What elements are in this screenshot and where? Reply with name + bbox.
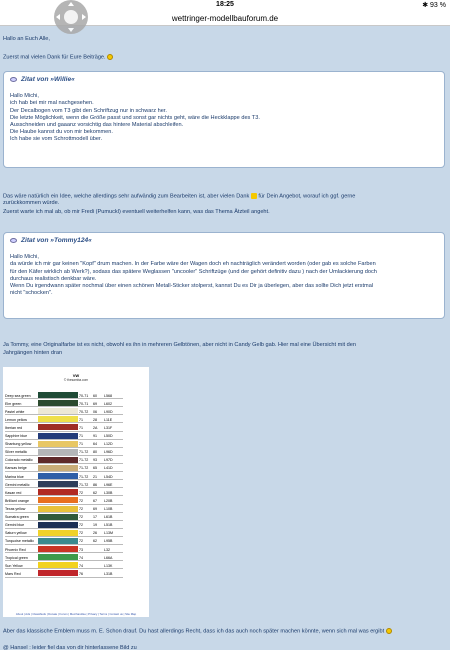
assistive-joystick[interactable] (54, 0, 88, 34)
color-code: L90D (104, 409, 113, 414)
thumbs-up-icon (251, 193, 257, 199)
quote-line: Der Decalbogen vom T3 gibt den Schriftzug nur in schwarz her. (10, 107, 167, 114)
color-year: 71 (79, 442, 83, 447)
color-code: L51B (104, 523, 113, 528)
color-row (5, 464, 123, 472)
joystick-knob[interactable] (64, 10, 78, 24)
thanks-text: Zuerst mal vielen Dank für Eure Beiträge. (3, 54, 106, 61)
color-row (5, 561, 123, 569)
final-line1 (3, 628, 447, 636)
color-swatch (38, 416, 78, 422)
color-code: L11E (104, 417, 113, 422)
reply1-text-b: für Dein Angebot, worauf ich ggf. gerne (258, 193, 356, 200)
color-number: 19 (93, 523, 97, 528)
color-swatch (38, 562, 78, 568)
color-name: Pastel white (5, 409, 25, 414)
color-row (5, 456, 123, 464)
color-row (5, 537, 123, 545)
color-name: Marina blue (5, 474, 24, 479)
color-swatch (38, 530, 78, 536)
color-number: 69 (93, 401, 97, 406)
quote-author: Zitat von »Willie« (21, 76, 75, 83)
color-year: 71 (79, 434, 83, 439)
color-row (5, 448, 123, 456)
color-code: L13M (104, 531, 113, 536)
color-row (5, 545, 123, 553)
arrow-left-icon[interactable] (56, 14, 60, 20)
color-year: 71-72 (79, 466, 89, 471)
color-swatch (38, 408, 78, 414)
color-code: L61B (104, 515, 113, 520)
color-year: 72 (79, 523, 83, 528)
color-code: L97D (104, 458, 113, 463)
quote-line: durchaus realistisch denkbar wäre. (10, 275, 97, 282)
color-name: Gemini blue (5, 523, 25, 528)
color-swatch (38, 481, 78, 487)
greeting-text: Hallo an Euch Alle, (3, 36, 50, 42)
color-table-image[interactable] (3, 367, 149, 617)
quote-header (10, 76, 438, 83)
color-name: Sumatra green (5, 515, 29, 520)
arrow-up-icon[interactable] (68, 2, 74, 6)
color-code: L30B (104, 490, 113, 495)
color-name: Iberian red (5, 425, 23, 430)
color-row (5, 496, 123, 504)
color-name: Colorado metallic (5, 458, 33, 463)
color-year: 72 (79, 515, 83, 520)
quote-line: für den Käfer wirklich ab Werk?), sodass das spätere Weglassen "uncooler" Schriftzüge (und der gehört definitiv dazu ) nach der Umlackierung doch (10, 268, 377, 275)
color-name: Sapphire blue (5, 434, 28, 439)
color-code: L12D (104, 442, 113, 447)
color-year: 71 (79, 417, 83, 422)
quote-tommy (3, 232, 445, 319)
color-code: L13K (104, 563, 113, 568)
color-swatch (38, 433, 78, 439)
color-swatch (38, 449, 78, 455)
color-row (5, 505, 123, 513)
quote-line: Die letzte Möglichkeit, wenn die Größe passt und sonst gar nichts geht, wäre die Heckklappe des T3. (10, 114, 260, 121)
color-year: 73 (79, 547, 83, 552)
quote-line: Wenn Du irgendwann später nochmal über einen schönen Metall-Sticker stolperst, kannst Du es Dir ja überlegen, aber das sollte Dich jetzt erstmal (10, 283, 374, 290)
color-row (5, 399, 123, 407)
color-swatch (38, 514, 78, 520)
color-year: 72 (79, 507, 83, 512)
color-name: Turquoise metallic (5, 539, 35, 544)
reply1-text-a: Das wäre natürlich ein Idee, welche allerdings sehr aufwändig zum Bearbeiten ist, aber vielen Dank (3, 193, 250, 200)
color-name: Mars Red (5, 571, 21, 576)
color-number: 69 (93, 507, 97, 512)
color-row (5, 521, 123, 529)
color-number: 62 (93, 490, 97, 495)
color-swatch (38, 497, 78, 503)
table-footer-links: About | Ads | Classifieds | Donate | Forum | Merchandise | Privacy | Terms | Contact us | Site Map (15, 612, 137, 616)
color-number: 28 (93, 417, 97, 422)
color-row (5, 488, 123, 496)
color-swatch (38, 546, 78, 552)
color-code: L20B (104, 498, 113, 503)
color-number: 93 (93, 458, 97, 463)
color-table-grid (5, 391, 123, 578)
color-number: 67 (93, 498, 97, 503)
color-year: 71-72 (79, 482, 89, 487)
arrow-right-icon[interactable] (82, 14, 86, 20)
color-year: 70-71 (79, 393, 89, 398)
color-row (5, 407, 123, 415)
table-subtitle: © thesamba.com (63, 378, 89, 382)
color-code: L54D (104, 474, 113, 479)
color-number: 65 (93, 466, 97, 471)
color-name: Saturn yellow (5, 531, 27, 536)
color-code: L96D (104, 450, 113, 455)
speech-bubble-icon (10, 238, 17, 243)
speech-bubble-icon (10, 77, 17, 82)
final-text: Aber das klassische Emblem muss m. E. Schon drauf. Du hast allerdings Recht, dass ich das auch noch später machen könnte, wenn sich mal was ergibt (3, 628, 385, 635)
quote-willie (3, 71, 445, 168)
color-name: Elm green (5, 401, 22, 406)
thanks-line (3, 54, 447, 62)
color-swatch (38, 570, 78, 576)
color-code: L32 (104, 547, 110, 552)
color-code: L50D (104, 434, 113, 439)
color-number: 91 (93, 434, 97, 439)
color-code: L41D (104, 466, 113, 471)
color-year: 72 (79, 531, 83, 536)
color-code: L95B (104, 539, 113, 544)
color-name: Deep sea green (5, 393, 31, 398)
quote-author: Zitat von »Tommy124« (21, 237, 92, 244)
color-name: Shantung yellow (5, 442, 32, 447)
color-swatch (38, 473, 78, 479)
color-code: L10B (104, 507, 113, 512)
color-number: 17 (93, 515, 97, 520)
color-swatch (38, 424, 78, 430)
color-year: 76 (79, 571, 83, 576)
color-name: Brilliant orange (5, 498, 29, 503)
color-row (5, 553, 123, 561)
color-number: 2A (93, 425, 98, 430)
battery-percent: 93 % (430, 2, 446, 9)
quote-line: Hallo Michi, (10, 93, 39, 100)
color-code: L602 (104, 401, 112, 406)
table-title: VW (72, 373, 80, 378)
color-swatch (38, 441, 78, 447)
color-row (5, 432, 123, 440)
final-line2: @ Hansel : leider fiel das von dir hinterlassene Bild zu (3, 645, 137, 650)
color-name: Silver metallic (5, 450, 28, 455)
arrow-down-icon[interactable] (68, 28, 74, 32)
color-year: 72 (79, 539, 83, 544)
color-name: Tropical green (5, 555, 28, 560)
color-name: Gemini metallic (5, 482, 30, 487)
color-year: 71-72 (79, 458, 89, 463)
reply2-line2: Jahrgängen hinten dran (3, 350, 63, 356)
color-name: Sun Yellow (5, 563, 23, 568)
reply2-line1: Ja Tommy, eine Originalfarbe ist es nicht, obwohl es ihn in mehreren Gelbtönen, aber nicht in Candy Gelb gab. Hier mal eine Übersicht mit den (3, 342, 356, 348)
color-code: L568 (104, 393, 112, 398)
color-swatch (38, 457, 78, 463)
smiley-icon (386, 628, 392, 634)
color-row (5, 415, 123, 423)
status-right (422, 1, 446, 9)
color-row (5, 480, 123, 488)
color-name: Kansas beige (5, 466, 27, 471)
color-year: 71-72 (79, 474, 89, 479)
color-number: 62 (93, 539, 97, 544)
color-number: 26 (93, 531, 97, 536)
color-name: Phoenix Red (5, 547, 26, 552)
quote-line: da würde ich mir gar keinen "Kopf" drum machen. In der Farbe wäre der Wagen doch eh nachträglich verändert worden (oder gab es solche Farben (10, 261, 376, 268)
color-code: L31B (104, 571, 113, 576)
color-code: L66A (104, 555, 113, 560)
color-swatch (38, 554, 78, 560)
reply1-line2: zurückkommen würde. (3, 200, 60, 206)
color-row (5, 529, 123, 537)
color-year: 74 (79, 563, 83, 568)
color-row (5, 472, 123, 480)
color-name: Texas yellow (5, 507, 26, 512)
color-swatch (38, 506, 78, 512)
color-swatch (38, 489, 78, 495)
color-swatch (38, 522, 78, 528)
color-number: 80 (93, 450, 97, 455)
quote-header (10, 237, 438, 244)
color-swatch (38, 400, 78, 406)
color-code: L31F (104, 425, 113, 430)
clock: 18:25 (216, 1, 234, 8)
color-row (5, 440, 123, 448)
color-number: 86 (93, 482, 97, 487)
color-row (5, 569, 123, 577)
color-year: 70-72 (79, 409, 89, 414)
quote-line: Ich habe sie vom Schrottmodell über. (10, 136, 103, 143)
color-year: 74 (79, 555, 83, 560)
color-code: L96E (104, 482, 113, 487)
color-year: 72 (79, 490, 83, 495)
color-number: 06 (93, 409, 97, 414)
quote-line: ich hab bei mir mal nachgesehen. (10, 100, 94, 107)
bluetooth-icon: ✱ (422, 2, 429, 9)
color-number: 21 (93, 474, 97, 479)
color-name: Lemon yellow (5, 417, 27, 422)
color-year: 70-71 (79, 401, 89, 406)
url-text[interactable]: wettringer-modellbauforum.de (171, 14, 279, 23)
quote-line: Die Haube kannst du von mir bekommen. (10, 129, 113, 136)
reply1-line3: Zuerst warte ich mal ab, ob mir Fredi (Pumuckl) eventuell weiterhelfen kann, was das Thema Ätzteil angeht. (3, 209, 270, 215)
color-swatch (38, 465, 78, 471)
color-row (5, 423, 123, 431)
quote-line: Ausschneiden und gaaanz vorsichtig das hintere Material abschleifen. (10, 122, 184, 129)
color-number: 64 (93, 442, 97, 447)
color-year: 71-72 (79, 450, 89, 455)
smiley-icon (107, 54, 113, 60)
color-name: Kasan red (5, 490, 22, 495)
color-row (5, 513, 123, 521)
quote-line: nicht "schocken". (10, 290, 53, 297)
color-number: 60 (93, 393, 97, 398)
color-row (5, 391, 123, 399)
quote-line: Hallo Michi, (10, 254, 39, 261)
color-swatch (38, 538, 78, 544)
color-swatch (38, 392, 78, 398)
color-year: 72 (79, 498, 83, 503)
color-year: 71 (79, 425, 83, 430)
